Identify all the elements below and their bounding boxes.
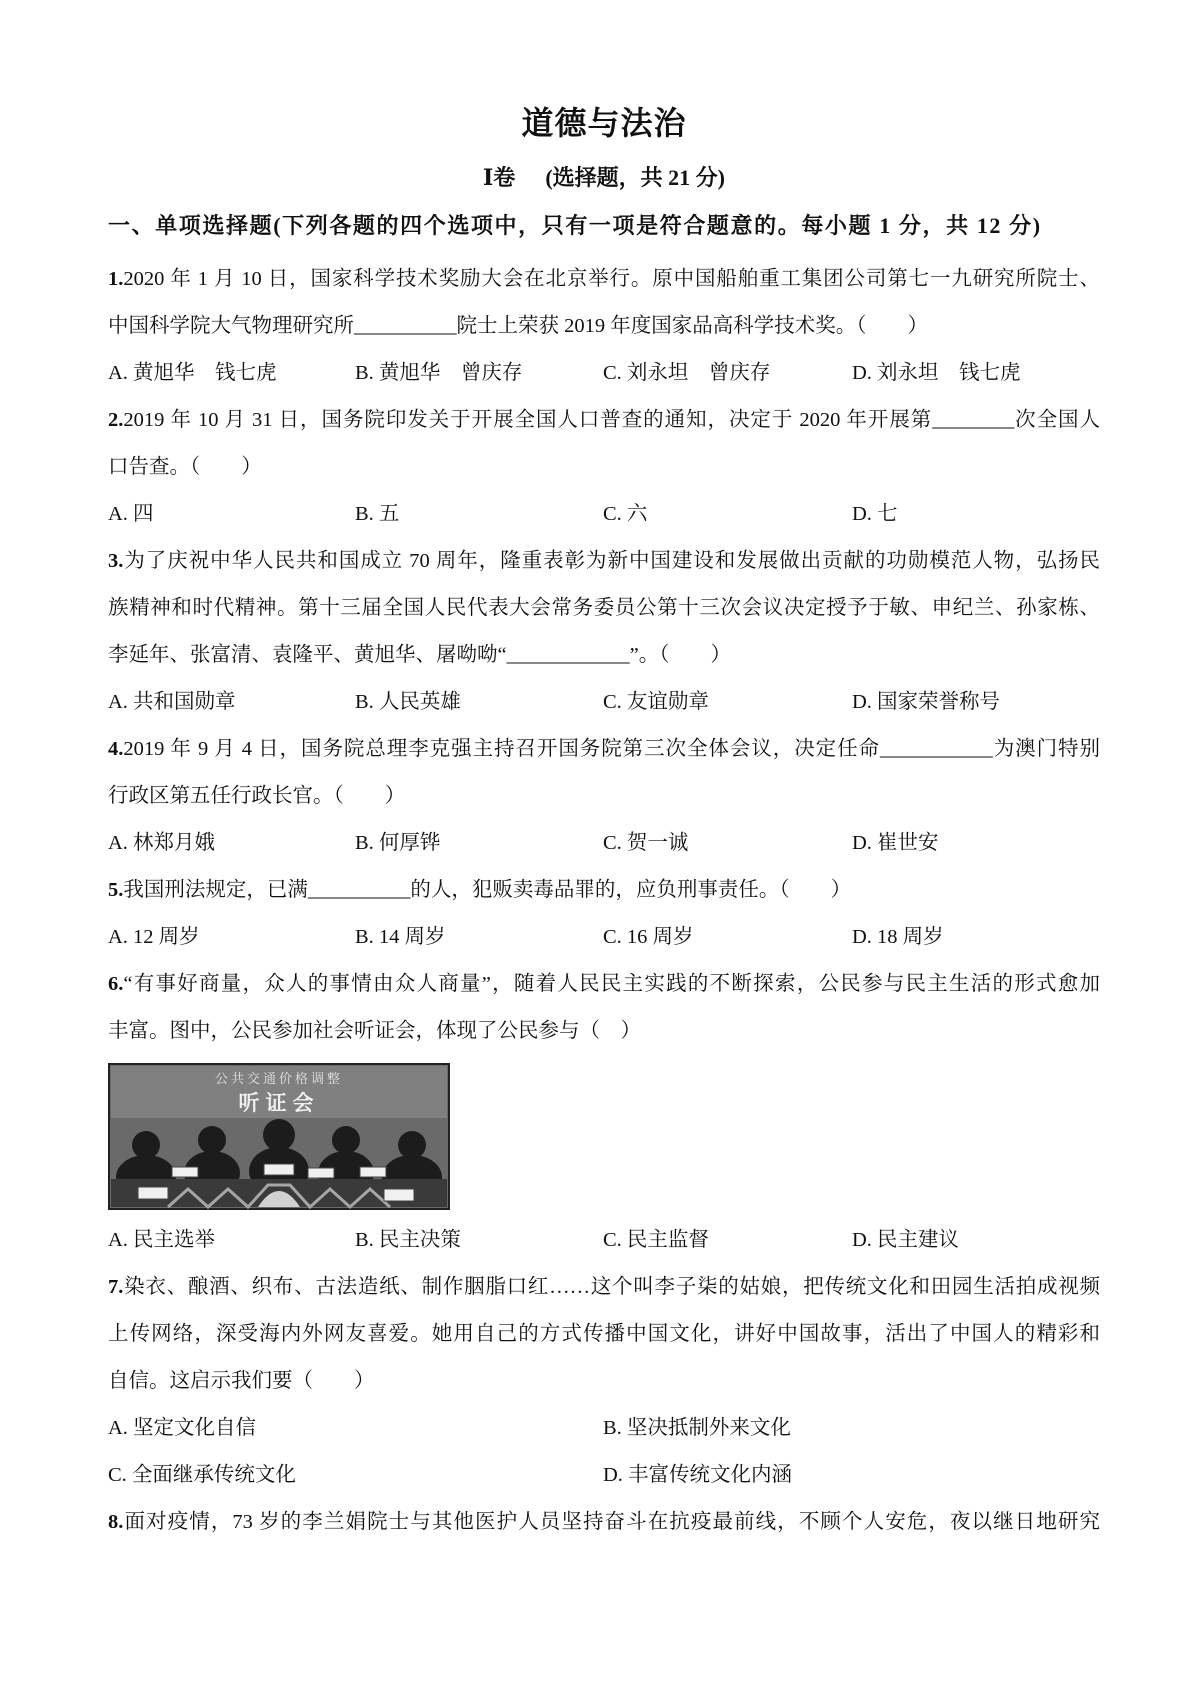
- question-2-options: [108, 491, 1100, 538]
- question-6-text: “有事好商量，众人的事情由众人商量”，随着人民民主实践的不断探索，公民参与民主生活的形式愈加: [123, 973, 1100, 995]
- question-4-line-2: 行政区第五任行政长官。（ ）: [108, 785, 406, 807]
- question-1-text: 2020 年 1 月 10 日，国家科学技术奖励大会在北京举行。原中国船舶重工集团公司第七一九研究所院士、: [123, 268, 1100, 290]
- option-d: D. 刘永坦 钱七虎: [852, 362, 1021, 384]
- question-7-options-row-1: [108, 1405, 1100, 1452]
- person-head: [263, 1119, 295, 1151]
- question-6-line-1: [108, 961, 1100, 1008]
- question-7-options-row-2: [108, 1452, 1100, 1499]
- question-1-line-1: [108, 256, 1100, 303]
- option-a: A. 林郑月娥: [108, 832, 216, 854]
- option-b: B. 五: [355, 503, 400, 525]
- question-8-number: 8.: [108, 1511, 124, 1533]
- question-4-number: 4.: [108, 738, 124, 760]
- question-5-options: [108, 914, 1100, 961]
- option-c: C. 贺一诚: [603, 832, 689, 854]
- question-3-line-1: [108, 538, 1100, 585]
- section-heading: 一、单项选择题(下列各题的四个选项中，只有一项是符合题意的。每小题 1 分，共 12 分): [108, 213, 1042, 238]
- option-b: B. 坚决抵制外来文化: [603, 1417, 791, 1439]
- option-a: A. 黄旭华 钱七虎: [108, 362, 277, 384]
- option-c: C. 友谊勋章: [603, 691, 709, 713]
- name-card: [308, 1168, 334, 1178]
- option-a: A. 坚定文化自信: [108, 1417, 257, 1439]
- question-7-line-1: [108, 1264, 1100, 1311]
- question-3-line-2: 族精神和时代精神。第十三届全国人民代表大会常务委员公第十三次会议决定授予于敏、申纪兰、孙家栋、: [108, 597, 1100, 619]
- hearing-photo: [108, 1063, 450, 1210]
- question-5-line-1: [108, 867, 1100, 914]
- name-card: [138, 1187, 168, 1199]
- question-3-line-3: 李延年、张富清、袁隆平、黄旭华、屠呦呦“____________”。（ ）: [108, 644, 731, 666]
- option-d: D. 民主建议: [852, 1229, 960, 1251]
- question-2-text: 2019 年 10 月 31 日，国务院印发关于开展全国人口普查的通知，决定于 2020 年开展第________次全国人: [123, 409, 1100, 431]
- question-7-line-2: 上传网络，深受海内外网友喜爱。她用自己的方式传播中国文化，讲好中国故事，活出了中国人的精彩和: [108, 1323, 1100, 1345]
- option-c: C. 全面继承传统文化: [108, 1464, 296, 1486]
- question-1-line-2: 中国科学院大气物理研究所__________院士上荣获 2019 年度国家品高科学技术奖。（ ）: [108, 315, 928, 337]
- option-a: A. 四: [108, 503, 154, 525]
- option-d: D. 18 周岁: [852, 926, 944, 948]
- paper-subtitle: [108, 158, 1100, 198]
- question-8-line-1: [108, 1499, 1100, 1546]
- option-d: D. 崔世安: [852, 832, 939, 854]
- banner-line-2: 听证会: [238, 1091, 320, 1115]
- option-c: C. 刘永坦 曾庆存: [603, 362, 771, 384]
- volume-label: Ⅰ卷: [483, 165, 516, 190]
- question-6-options: [108, 1217, 1100, 1264]
- person-head: [198, 1126, 226, 1154]
- question-2-number: 2.: [108, 409, 124, 431]
- question-1-options: [108, 350, 1100, 397]
- option-b: B. 14 周岁: [355, 926, 446, 948]
- person-head: [132, 1131, 160, 1159]
- question-5-number: 5.: [108, 879, 124, 901]
- person-head: [398, 1131, 426, 1159]
- question-1-number: 1.: [108, 268, 124, 290]
- option-b: B. 人民英雄: [355, 691, 461, 713]
- option-c: C. 六: [603, 503, 648, 525]
- question-6-number: 6.: [108, 973, 124, 995]
- name-card: [384, 1189, 414, 1201]
- option-a: A. 共和国勋章: [108, 691, 236, 713]
- question-7-text: 染衣、酿酒、织布、古法造纸、制作胭脂口红……这个叫李子柒的姑娘，把传统文化和田园生活拍成视频: [123, 1276, 1100, 1298]
- name-card: [172, 1167, 198, 1177]
- option-c: C. 民主监督: [603, 1229, 709, 1251]
- question-list: [108, 256, 1100, 1546]
- option-b: B. 民主决策: [355, 1229, 461, 1251]
- question-2-line-2: 口告查。（ ）: [108, 456, 262, 478]
- option-b: B. 何厚铧: [355, 832, 441, 854]
- question-3-text: 为了庆祝中华人民共和国成立 70 周年，隆重表彰为新中国建设和发展做出贡献的功勋模范人物，弘扬民: [123, 550, 1100, 572]
- question-4-line-1: [108, 726, 1100, 773]
- question-3-options: [108, 679, 1100, 726]
- question-4-text: 2019 年 9 月 4 日，国务院总理李克强主持召开国务院第三次全体会议，决定任命___________为澳门特别: [123, 738, 1100, 760]
- person-head: [332, 1126, 360, 1154]
- option-d: D. 丰富传统文化内涵: [603, 1464, 793, 1486]
- banner-line-1: 公共交通价格调整: [214, 1072, 344, 1087]
- page-title: 道德与法治: [521, 105, 687, 141]
- option-a: A. 民主选举: [108, 1229, 216, 1251]
- volume-note: (选择题，共 21 分): [545, 165, 725, 190]
- question-5-text: 我国刑法规定，已满__________的人，犯贩卖毒品罪的，应负刑事责任。（ ）: [123, 879, 852, 901]
- question-7-line-3: 自信。这启示我们要（ ）: [108, 1370, 375, 1392]
- name-card: [360, 1167, 386, 1177]
- option-c: C. 16 周岁: [603, 926, 694, 948]
- option-a: A. 12 周岁: [108, 926, 200, 948]
- question-2-line-1: [108, 397, 1100, 444]
- question-8-text: 面对疫情，73 岁的李兰娟院士与其他医护人员坚持奋斗在抗疫最前线，不顾个人安危，夜以继日地研究: [123, 1511, 1100, 1533]
- question-6-line-2: 丰富。图中，公民参加社会听证会，体现了公民参与（ ）: [108, 1020, 641, 1042]
- option-d: D. 七: [852, 503, 898, 525]
- question-3-number: 3.: [108, 550, 124, 572]
- question-7-number: 7.: [108, 1276, 124, 1298]
- name-card: [264, 1164, 294, 1175]
- option-d: D. 国家荣誉称号: [852, 691, 1001, 713]
- question-4-options: [108, 820, 1100, 867]
- option-b: B. 黄旭华 曾庆存: [355, 362, 523, 384]
